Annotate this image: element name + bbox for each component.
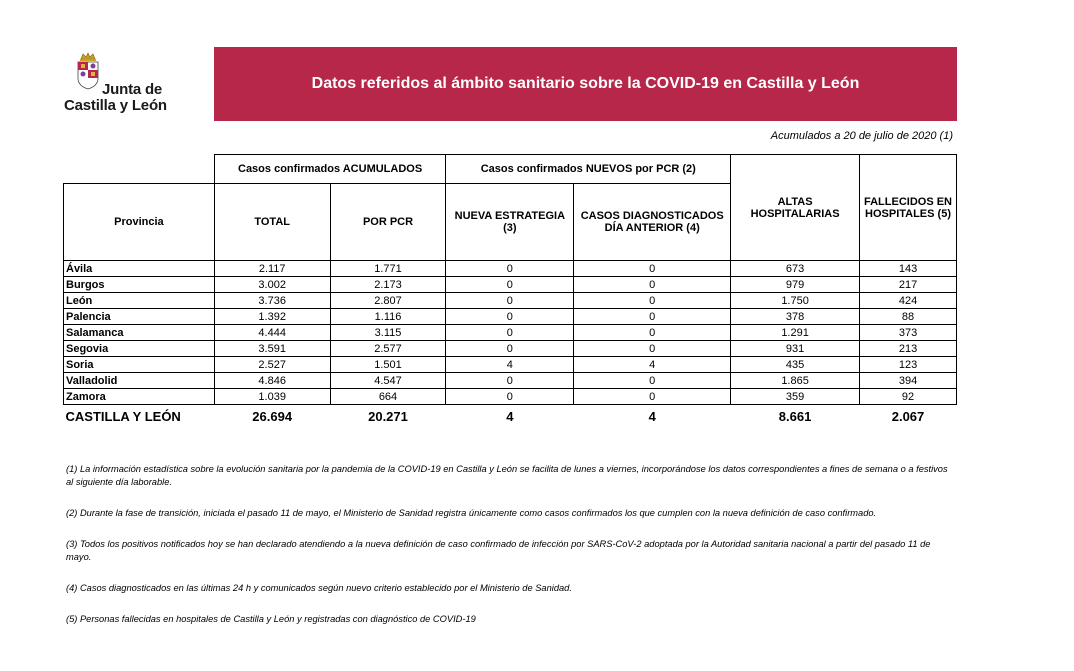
table-cell: 4 (574, 357, 731, 373)
province-name: CASTILLA Y LEÓN (65, 408, 181, 424)
table-cell: 2.577 (330, 341, 446, 357)
covid-data-table (63, 154, 957, 427)
table-row (64, 293, 957, 309)
table-cell: 4.846 (214, 373, 330, 389)
table-cell: 378 (731, 309, 860, 325)
table-cell: 3.002 (214, 277, 330, 293)
table-cell: 0 (574, 309, 731, 325)
table-cell: 26.694 (252, 408, 293, 424)
table-cell: 0 (574, 341, 731, 357)
header-spacer (64, 155, 215, 184)
footnote-5: (5) Personas fallecidas en hospitales de Castilla y León y registradas con diagnóstico de COVID-19 (66, 614, 476, 624)
table-cell: 0 (574, 293, 731, 309)
table-cell: 4 (506, 408, 514, 424)
table-row (64, 277, 957, 293)
table-cell: 359 (731, 389, 860, 405)
col-header-total: TOTAL (214, 184, 330, 261)
province-name: Salamanca (64, 325, 215, 341)
table-cell: 2.173 (330, 277, 446, 293)
banner-title: Datos referidos al ámbito sanitario sobre la COVID-19 en Castilla y León (311, 75, 860, 92)
table-cell: 4.547 (330, 373, 446, 389)
table-cell: 2.527 (214, 357, 330, 373)
title-banner (214, 47, 957, 121)
table-cell: 0 (574, 373, 731, 389)
col-header-fallecidos: FALLECIDOS EN HOSPITALES (5) (860, 155, 957, 261)
table-row (64, 325, 957, 341)
table-cell: 0 (574, 277, 731, 293)
province-name: Burgos (64, 277, 215, 293)
table-row (64, 357, 957, 373)
footnotes (66, 463, 956, 644)
table-cell: 213 (860, 341, 957, 357)
table-cell: 1.039 (214, 389, 330, 405)
table-cell: 0 (446, 325, 574, 341)
footnote-4: (4) Casos diagnosticados en las últimas 24 h y comunicados según nuevo criterio establecido por el Ministerio de Sanidad. (66, 583, 572, 593)
col-header-altas: ALTAS HOSPITALARIAS (731, 155, 860, 261)
col-header-por-pcr: POR PCR (330, 184, 446, 261)
table-cell: 4 (446, 357, 574, 373)
table-cell: 0 (574, 261, 731, 277)
footnote-2: (2) Durante la fase de transición, iniciada el pasado 11 de mayo, el Ministerio de Sanidad registra únicamente como casos confirmados los que cumplen con la nueva definición de caso confirmado. (66, 508, 877, 518)
table-cell: 979 (731, 277, 860, 293)
logo-line-2: Castilla y León (64, 97, 167, 114)
table-cell: 424 (860, 293, 957, 309)
table-cell: 217 (860, 277, 957, 293)
province-name: Soria (64, 357, 215, 373)
table-cell: 0 (446, 293, 574, 309)
col-header-provincia: Provincia (64, 184, 215, 261)
table-cell: 3.115 (330, 325, 446, 341)
table-cell: 3.591 (214, 341, 330, 357)
table-cell: 3.736 (214, 293, 330, 309)
table-row (64, 309, 957, 325)
table-cell: 0 (574, 325, 731, 341)
table-cell: 0 (446, 261, 574, 277)
group-header-acumulados: Casos confirmados ACUMULADOS (214, 155, 446, 184)
footnote-3: (3) Todos los positivos notificados hoy se han declarado atendiendo a la nueva definición de caso confirmado de infección por SARS-CoV-2 adoptada por la Autoridad sanitaria nacional a partir del pasado 11 de mayo. (66, 539, 931, 562)
table-cell: 0 (446, 373, 574, 389)
table-cell: 0 (446, 277, 574, 293)
date-note: Acumulados a 20 de julio de 2020 (1) (770, 130, 953, 142)
total-row (64, 405, 957, 428)
table-row (64, 389, 957, 405)
table-cell: 931 (731, 341, 860, 357)
logo-line-1: Junta de (102, 81, 163, 98)
table-row (64, 261, 957, 277)
table-cell: 1.291 (731, 325, 860, 341)
table-cell: 394 (860, 373, 957, 389)
table-cell: 123 (860, 357, 957, 373)
table-cell: 664 (330, 389, 446, 405)
table-cell: 92 (860, 389, 957, 405)
table-cell: 0 (446, 341, 574, 357)
table-cell: 143 (860, 261, 957, 277)
junta-logo (64, 52, 204, 118)
table-cell: 20.271 (368, 408, 408, 424)
table-cell: 4 (648, 408, 656, 424)
province-name: Palencia (64, 309, 215, 325)
table-cell: 8.661 (778, 408, 812, 424)
table-cell: 4.444 (214, 325, 330, 341)
province-name: Segovia (64, 341, 215, 357)
col-header-nueva-estrategia: NUEVA ESTRATEGIA (3) (446, 184, 574, 261)
table-cell: 373 (860, 325, 957, 341)
table-cell: 1.116 (330, 309, 446, 325)
province-name: Valladolid (64, 373, 215, 389)
table-cell: 0 (446, 309, 574, 325)
table-cell: 1.865 (731, 373, 860, 389)
table-row (64, 341, 957, 357)
table-cell: 0 (574, 389, 731, 405)
table-cell: 1.501 (330, 357, 446, 373)
table-cell: 673 (731, 261, 860, 277)
table-cell: 2.117 (214, 261, 330, 277)
logo-wordmark (64, 82, 167, 114)
table-row (64, 373, 957, 389)
table-cell: 1.750 (731, 293, 860, 309)
province-name: León (64, 293, 215, 309)
group-header-nuevos: Casos confirmados NUEVOS por PCR (2) (446, 155, 731, 184)
table-cell: 0 (446, 389, 574, 405)
footnote-1: (1) La información estadística sobre la evolución sanitaria por la pandemia de la COVID-19 en Castilla y León se facilita de lunes a viernes, incorporándose los datos correspondientes a fines de semana o a festivos al siguiente día laborable. (66, 464, 948, 487)
province-name: Ávila (64, 261, 215, 277)
col-header-diag-dia-anterior: CASOS DIAGNOSTICADOS DÍA ANTERIOR (4) (574, 184, 731, 261)
table-cell: 2.807 (330, 293, 446, 309)
table-cell: 1.771 (330, 261, 446, 277)
table-cell: 435 (731, 357, 860, 373)
table-cell: 2.067 (891, 408, 925, 424)
table-cell: 88 (860, 309, 957, 325)
province-name: Zamora (64, 389, 215, 405)
table-cell: 1.392 (214, 309, 330, 325)
